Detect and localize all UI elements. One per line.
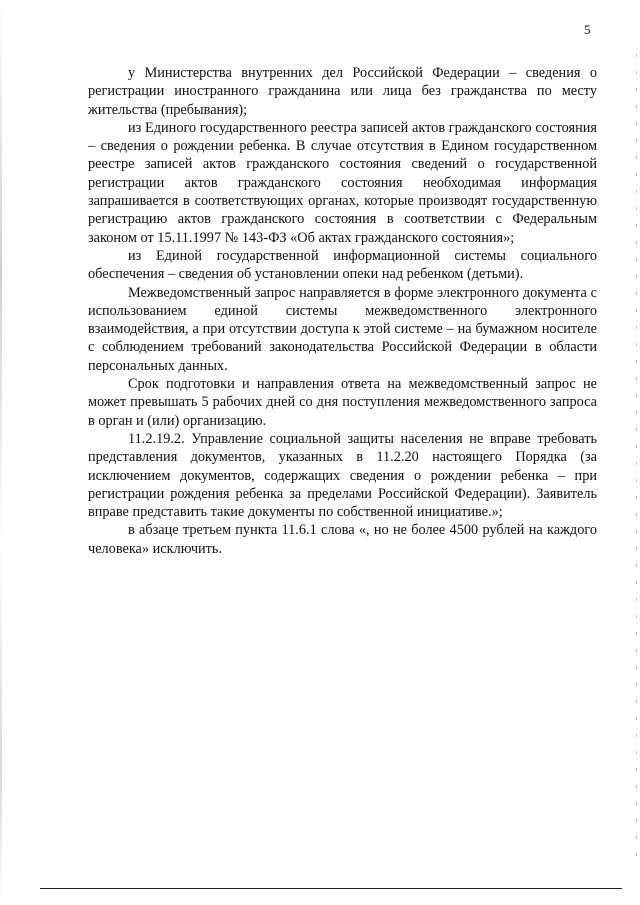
paragraph-response-deadline: Срок подготовки и направления ответа на межведомственный запрос не может превышать 5 рабочих дней со дня поступления межведомственного запроса в орган и (или) организацию.	[88, 376, 597, 429]
paragraph-mvd: у Министерства внутренних дел Российской Федерации – сведения о регистрации иностранного гражданина или лица без гражданства по месту жительства (пребывания);	[88, 65, 597, 118]
paragraph-11-6-1-amendment: в абзаце третьем пункта 11.6.1 слова «, но не более 4500 рублей на каждого человека» исключить.	[88, 522, 597, 557]
document-body	[88, 64, 597, 558]
paragraph-civil-registry: из Единого государственного реестра записей актов гражданского состояния – сведения о рождении ребенка. В случае отсутствия в Едином государственном реестре записей актов гражданского состояния сведений о государственной регистрации актов гражданского состояния необходимая информация запрашивается в соответствующих органах, которые производят государственную регистрацию актов гражданского состояния в соответствии с Федеральным законом от 15.11.1997 № 143-ФЗ «Об актах гражданского состояния»;	[88, 119, 597, 246]
paragraph-interagency-request-form: Межведомственный запрос направляется в форме электронного документа с использованием единой системы межведомственного электронного взаимодействия, а при отсутствии доступа к этой системе – на бумажном носителе с соблюдением требований законодательства Российской Федерации в области персональных данных.	[88, 284, 597, 374]
paragraph-11-2-19-2: 11.2.19.2. Управление социальной защиты населения не вправе требовать представления документов, указанных в 11.2.20 настоящего Порядка (за исключением документов, содержащих сведения о рождении ребенка – при регистрации рождения ребенка за пределами Российской Федерации). Заявитель вправе представить такие документы по собственной инициативе.»;	[88, 430, 597, 521]
paragraph-social-security-system: из Единой государственной информационной системы социального обеспечения – сведения об установлении опеки над ребенком (детьми).	[88, 247, 597, 283]
scan-right-edge	[636, 40, 637, 860]
page-number: 5	[584, 22, 591, 37]
bottom-rule	[40, 888, 622, 889]
scan-left-edge	[0, 0, 2, 905]
